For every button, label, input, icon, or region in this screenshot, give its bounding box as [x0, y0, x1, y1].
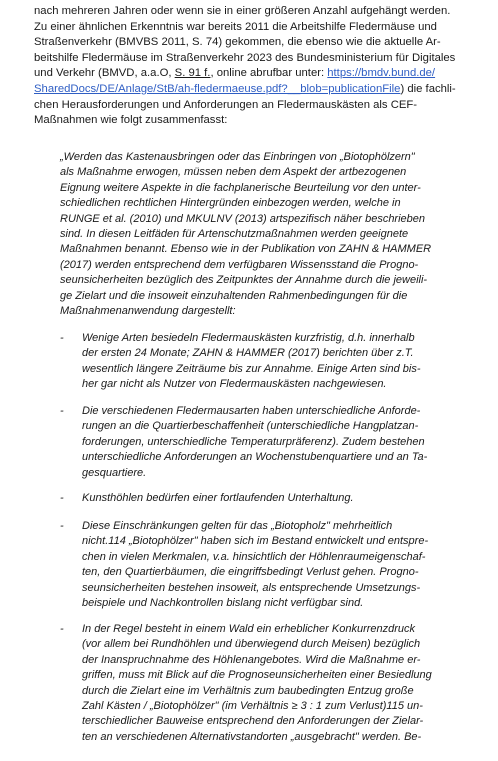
- bullet-line: In der Regel besteht in einem Wald ein erheblicher Konkurrenzdruck: [82, 623, 416, 635]
- bullet-line: Zahl Kästen / „Biotophölzer" (im Verhältnis ≥ 3 : 1 zum Verlust)115 un-: [82, 700, 423, 713]
- bullet-line: der ersten 24 Monate; ZAHN & HAMMER (2017) berichten über z.T.: [82, 347, 414, 360]
- bullet-line: seunsicherheiten bestehen insoweit, als entsprechende Umsetzungs-: [82, 581, 421, 594]
- quote-line: (2017) werden entsprechend dem verfügbaren Wissensstand die Progno-: [60, 258, 419, 271]
- bullet-line: unterschiedliche Anforderungen an Wochenstubenquartiere und an Ta-: [82, 451, 428, 464]
- quote-line: sind. In diesen Leitfäden für Artenschutzmaßnahmen werden geeignete: [60, 228, 409, 241]
- bullet-line: gesquartiere.: [82, 466, 147, 479]
- bullet-line: wesentlich längere Zeiträume bis zur Annahme. Einige Arten sind bis-: [82, 362, 421, 375]
- bullet-line: durch die Zielart eine im Verhältnis zum baubedingten Entzug große: [82, 684, 414, 697]
- bullet-line: Kunsthöhlen bedürfen einer fortlaufenden Unterhaltung.: [82, 492, 354, 504]
- source-link[interactable]: https://bmdv.bund.de/: [327, 67, 436, 80]
- bullet-dash: -: [60, 492, 64, 504]
- quote-line: schiedlichen rechtlichen Hintergründen einbezogen werden, welche in: [60, 197, 401, 210]
- intro-line-with-link: [34, 82, 484, 98]
- intro-paragraph: [34, 4, 484, 129]
- bullet-line: chen in vielen Merkmalen, v.a. hinsichtlich der Höhlenraumeigenschaf-: [82, 550, 426, 563]
- quote-line: Eignung weitere Aspekte in die fachplanerische Beurteilung vor den unter-: [60, 181, 421, 194]
- intro-text: und Verkehr (BMVD, a.a.O,: [34, 67, 175, 80]
- bullet-line: her gar nicht als Nutzer von Fledermauskästen nachgewiesen.: [82, 378, 387, 391]
- block-quote: [60, 150, 468, 319]
- quote-line: als Maßnahme erwogen, müssen neben dem Aspekt der artbezogenen: [60, 166, 407, 179]
- bullet-line: griffen, muss mit Blick auf die Prognoseunsicherheiten einer Besiedlung: [82, 669, 432, 682]
- bullet-text: [82, 491, 478, 506]
- bullet-dash: -: [60, 332, 64, 344]
- intro-line: Straßenverkehr (BMVBS 2011, S. 74) gekommen, die ebenso wie die aktuelle Ar-: [34, 36, 441, 49]
- quote-line: „Werden das Kastenausbringen oder das Einbringen von „Biotophölzern": [60, 151, 415, 163]
- intro-line: chen Herausforderungen und Anforderungen an Fledermauskästen als CEF-: [34, 98, 418, 111]
- intro-text: ) die fachli-: [400, 82, 456, 95]
- quote-line: ge Zielart und die insoweit einzuhaltenden Rahmenbedingungen für die: [60, 289, 408, 302]
- bullet-line: Diese Einschränkungen gelten für das „Biotopholz" mehrheitlich: [82, 520, 393, 532]
- bullet-line: ten, den Quartierbäumen, die eingriffsbedingt Verlust gehen. Progno-: [82, 566, 419, 579]
- bullet-text: [82, 404, 478, 481]
- intro-line-with-link: [34, 66, 484, 82]
- quote-line: seunsicherheiten bezüglich des Zeitpunktes der Annahme durch die jeweili-: [60, 274, 428, 287]
- bullet-line: (vor allem bei Rundhöhlen und überwiegend durch Meisen) bezüglich: [82, 638, 421, 651]
- bullet-dash: -: [60, 623, 64, 635]
- bullet-text: [82, 519, 478, 611]
- intro-line: beitshilfe Fledermäuse im Straßenverkehr 2023 des Bundesministerium für Digitales: [34, 51, 456, 64]
- intro-line: Maßnahmen wie folgt zusammenfasst:: [34, 114, 228, 127]
- bullet-line: beispiele und Nachkontrollen bislang nicht verfügbar sind.: [82, 597, 364, 610]
- quote-line: RUNGE et al. (2010) und MKULNV (2013) artspezifisch näher beschrieben: [60, 212, 426, 225]
- bullet-line: terschiedlicher Bauweise entsprechend den Anforderungen der Zielar-: [82, 715, 424, 728]
- bullet-line: nicht.114 „Biotophölzer" haben sich im Bestand entwickelt und entspre-: [82, 535, 429, 548]
- bullet-dash: -: [60, 520, 64, 532]
- bullet-dash: -: [60, 405, 64, 417]
- intro-line: nach mehreren Jahren oder wenn sie in einer größeren Anzahl aufgehängt werden.: [34, 5, 451, 17]
- bullet-line: forderungen, unterschiedliche Temperaturpräferenz). Zudem bestehen: [82, 435, 425, 448]
- bullet-line: ten an verschiedenen Alternativstandorten „ausgebracht" werden. Be-: [82, 730, 422, 743]
- bullet-line: rungen an die Quartierbeschaffenheit (unterschiedliche Hangplatzan-: [82, 420, 419, 433]
- page-reference: S. 91 f.: [174, 67, 211, 80]
- intro-text: , online abrufbar unter:: [210, 67, 328, 80]
- source-link[interactable]: SharedDocs/DE/Anlage/StB/ah-fledermaeuse.pdf?__blob=publicationFile: [34, 82, 401, 95]
- quote-line: Maßnahmen benannt. Ebenso wie in der Publikation von ZAHN & HAMMER: [60, 243, 432, 256]
- bullet-line: Die verschiedenen Fledermausarten haben unterschiedliche Anforde-: [82, 405, 421, 417]
- bullet-text: [82, 622, 478, 745]
- bullet-line: der Inanspruchnahme des Höhlenangebotes. Wird die Maßnahme er-: [82, 653, 421, 666]
- intro-line: Zu einer ähnlichen Erkenntnis war bereits 2011 die Arbeitshilfe Fledermäuse und: [34, 20, 437, 33]
- quote-line: Maßnahmenanwendung dargestellt:: [60, 305, 236, 318]
- bullet-text: [82, 331, 478, 393]
- bullet-line: Wenige Arten besiedeln Fledermauskästen kurzfristig, d.h. innerhalb: [82, 332, 415, 344]
